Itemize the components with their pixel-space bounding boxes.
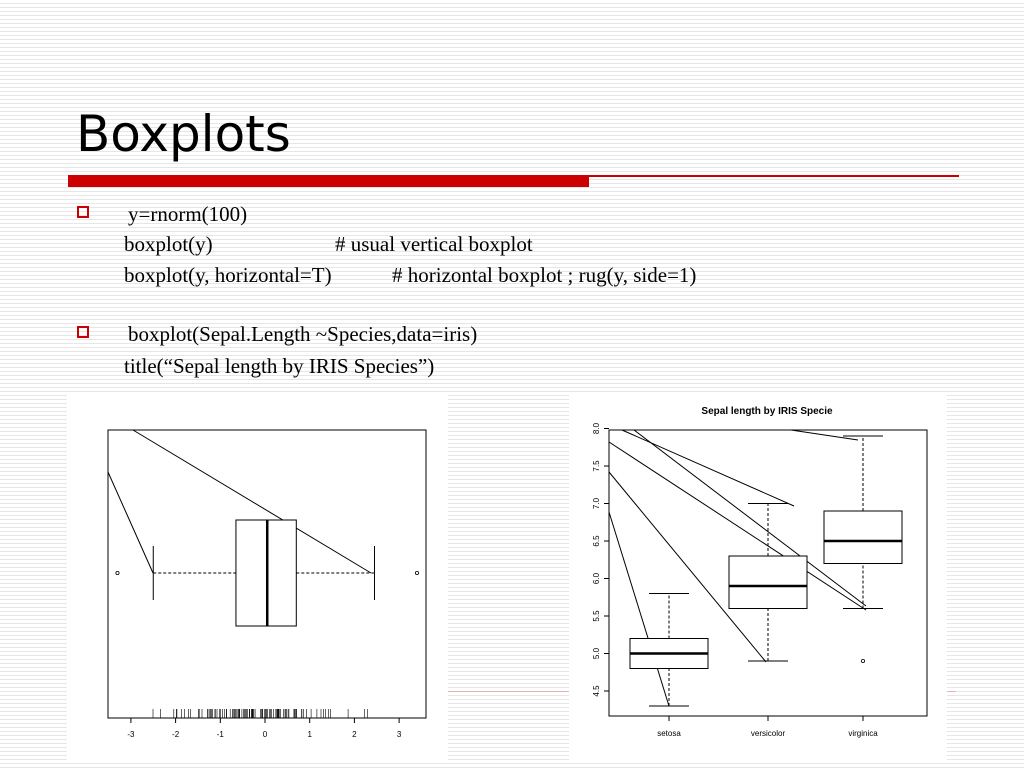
x-tick-label: setosa xyxy=(657,729,681,738)
outlier-point xyxy=(116,571,119,574)
code-line: title(“Sepal length by IRIS Species”) xyxy=(124,354,435,378)
code-line: boxplot(Sepal.Length ~Species,data=iris) xyxy=(128,322,478,346)
code-comment: # horizontal boxplot ; rug(y, side=1) xyxy=(392,263,697,287)
y-tick-label: 6.5 xyxy=(592,535,601,547)
code-comment: # usual vertical boxplot xyxy=(335,232,533,256)
code-line: y=rnorm(100) xyxy=(128,202,248,226)
code-line: boxplot(y, horizontal=T) xyxy=(124,263,332,287)
box xyxy=(824,511,902,564)
x-tick-label: 0 xyxy=(262,730,268,739)
y-tick-label: 4.5 xyxy=(592,685,601,697)
outlier-point xyxy=(415,571,418,574)
connector-line xyxy=(791,430,858,440)
code-line: boxplot(y) xyxy=(124,232,213,256)
x-tick-label: 3 xyxy=(396,730,402,739)
y-tick-label: 7.0 xyxy=(592,497,601,510)
horizontal-boxplot-chart xyxy=(67,392,448,760)
y-tick-label: 6.0 xyxy=(592,572,601,585)
y-tick-label: 7.5 xyxy=(592,460,601,472)
horizontal-boxplot-panel xyxy=(67,392,448,760)
x-tick-label: -1 xyxy=(216,730,224,739)
x-tick-label: -3 xyxy=(127,730,135,739)
connector-line xyxy=(622,430,794,506)
x-tick-label: versicolor xyxy=(750,729,786,738)
x-tick-label: 2 xyxy=(352,730,357,739)
x-tick-label: virginica xyxy=(848,729,878,738)
square-bullet-icon xyxy=(77,206,89,218)
y-tick-label: 8.0 xyxy=(592,422,601,435)
x-tick-label: -2 xyxy=(172,730,180,739)
box xyxy=(729,556,807,609)
outlier-point xyxy=(861,659,864,662)
y-tick-label: 5.0 xyxy=(592,647,601,660)
connector-line xyxy=(609,512,669,706)
title-underline-thin xyxy=(589,175,959,177)
species-boxplot-panel xyxy=(569,392,947,760)
title-underline-thick xyxy=(68,175,589,187)
species-boxplot-chart xyxy=(569,392,947,760)
connector-line xyxy=(108,472,153,573)
square-bullet-icon xyxy=(77,326,89,338)
slide-title: Boxplots xyxy=(76,105,291,163)
x-tick-label: 1 xyxy=(307,730,312,739)
y-tick-label: 5.5 xyxy=(592,610,601,622)
chart-title: Sepal length by IRIS Specie xyxy=(701,406,833,417)
